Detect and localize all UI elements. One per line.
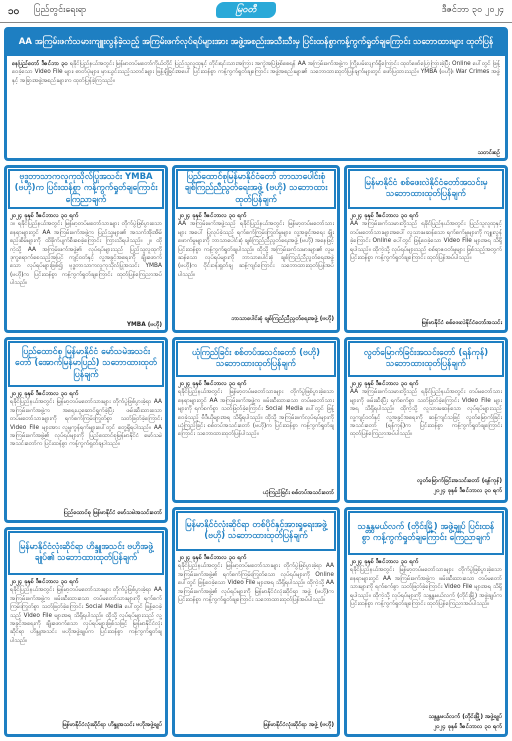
article-santanu-signature: သန္တနွမယ်လက် (တိုင်းမြို့) အဖွဲ့ချုပ် [428,714,502,720]
article-ymba-dateline: ၂၀၂၄ ခုနှစ် ဒီဇင်ဘာလ ၃၀ ရက် [10,213,79,219]
article-liberation-dateline: ၂၀၂၄ ခုနှစ် ဒီဇင်ဘာလ ၃၀ ရက် [350,381,419,387]
page-header [0,0,512,23]
article-mawsamay-signature: ပြည်ထောင်စု မြန်မာနိုင်ငံ မော်သမဲအသင်းတော် [63,510,162,516]
article-ymba-text: ၁။ ရခိုင်ပြည်နယ်အတွင်း မြန်မာ့တပ်မတော်သားများ တိုက်ပွဲဖြစ်ပွားသော နေရာများတွင် AA အကြမ်းဖက်အဖွဲ့က ပြည်သူများ၏ အသက်အိုးအိမ်စည်းစိမ်များကို ထိခိုက်ပျက်စီးစေခဲ့ကြောင်း ကြားသိရပါသည်။ ၂။ ထိုကဲ့သို့ AA အကြမ်းဖက်အဖွဲ့၏ လုပ်ရပ်များသည် ပြည်သူလူထုကို ဒုက္ခရောက်စေသည့်အပြင် ကျင့်ဝတ်နှင့် လူ့အခွင့်အရေးကို ချိုးဖောက်သော လုပ်ရပ်များဖြစ်၍ ဗုဒ္ဓဘာသာကလူကုသိုလ်ပြုအသင်း YMBA (ဗဟို)က ပြင်းထန်စွာ ကန့်ကွက်ရှုတ်ချကြောင်း ထုတ်ပြန်ကြေညာအပ်ပါသည်။ [10,221,162,287]
article-santanu-body [350,558,502,708]
article-church-body [350,212,502,316]
article-church-signature: မြန်မာနိုင်ငံ စစ်ဖေးလဲနိုင်ငံတော်အသင်း [421,320,502,326]
article-liberation-body [350,380,502,474]
article-faith-army-text: ရခိုင်ပြည်နယ်အတွင်း မြန်မာ့တပ်မတော်သားများ တိုက်ပွဲဖြစ်ပွားခဲ့သော နေရာများတွင် AA အကြမ်းဖက်အဖွဲ့က ဖမ်းဆီးထားသော တပ်မတော်သားများကို ရက်စက်စွာ သတ်ဖြတ်ခဲ့ကြောင်း Social Media ပေါ်တွင် ဖြန့်ဝေခဲ့သည့် ဗီဒီယိုများအရ သိရှိရပါသည်။ ထိုသို့ အကြမ်းဖက်လုပ်ရပ်များကို ယုံကြည်ခြင်း စစ်တပ်အသင်းတော် (ဗဟို)က ပြင်းထန်စွာ ကန့်ကွက်ရှုတ်ချကြောင်း သဘောထားထုတ်ပြန်ပါသည်။ [178,389,334,438]
article-all-myanmar-dateline: ၂၀၂၄ ခုနှစ် ဒီဇင်ဘာလ ၃၀ ရက် [178,555,247,561]
section-name: ပြည်တွင်းရေးရာ [34,5,87,15]
article-mawsamay-text: ရခိုင်ပြည်နယ်အတွင်း မြန်မာ့တပ်မတော်သားများ တိုက်ပွဲဖြစ်ပွားခဲ့ရာ AA အကြမ်းဖက်အဖွဲ့က အရေးယူဆောင်ရွက်ခဲ့ပြီး ဖမ်းဆီးထားသော တပ်မတော်သားများကို ရက်စက်ကြမ်းကြုတ်စွာ သတ်ဖြတ်ခဲ့ကြောင်း Video File များအား လူမှုကွန်ရက်များပေါ်တွင် တွေ့ရှိရပါသည်။ AA အကြမ်းဖက်အဖွဲ့၏ လုပ်ရပ်များကို ပြည်ထောင်စုမြန်မာနိုင်ငံ မော်သမဲအသင်းတော်က ပြင်းထန်စွာ ကန့်ကွက်ရှုတ်ချပါသည်။ [10,399,162,448]
article-faith-army-body [178,380,334,486]
article-liberation-signature: လွတ်မြောက်ခြင်းအသင်းတော် (ရန်ကုန်) [417,478,502,484]
article-ymba-signature: YMBA (ဗဟို) [126,322,162,328]
article-top-dateline: နေပြည်တော် ဒီဇင်ဘာ ၃၀ [12,61,68,67]
article-all-myanmar-text: ရခိုင်ပြည်နယ်အတွင်း မြန်မာ့တပ်မတော်သားများ တိုက်ပွဲဖြစ်ပွားခဲ့ရာ AA အကြမ်းဖက်အဖွဲ့၏ ရက်စက်ကြမ်းကြုတ်သော လုပ်ရပ်များကို Online ပေါ်တွင် ဖြန့်ဝေခဲ့သော Video File များအရ သိရှိရပါသည်။ ထိုကဲ့သို့ AA အကြမ်းဖက်အဖွဲ့၏ လုပ်ရပ်များကို မြန်မာနိုင်ငံလုံးဆိုင်ရာ အဖွဲ့ (ဗဟို)က ပြင်းထန်စွာ ကန့်ကွက်ရှုတ်ချကြောင်း သဘောထားထုတ်ပြန်အပ်ပါသည်။ [178,563,334,603]
article-interfaith-body [178,212,334,312]
issue-date: ဒီဇင်ဘာ ၃၀ ၂၀၂၄ [441,5,504,15]
article-hindu-dateline: ၂၀၂၄ ခုနှစ် ဒီဇင်ဘာလ ၃၀ ရက် [10,579,79,585]
article-mawsamay-body [10,390,162,506]
article-interfaith-text: AA အကြမ်းဖက်အဖွဲ့သည် ရခိုင်ပြည်နယ်အတွင်း မြန်မာ့တပ်မတော်သားများ အပေါ် ပြုလုပ်ခဲ့သည့် ရက်စက်ကြမ်းကြုတ်မှုများ၊ လူ့အခွင့်အရေး ချိုးဖောက်မှုများကို ဘာသာပေါင်းစုံ ချစ်ကြည်ညီညွတ်ရေးအဖွဲ့ (ဗဟို) အနေဖြင့် ပြင်းထန်စွာ ကန့်ကွက်ရှုတ်ချပါသည်။ ထိုသို့ အကြမ်းဖက်သမားများ၏ လူမဆန်သော လုပ်ရပ်များကို ဘာသာပေါင်းစုံ ချစ်ကြည်ညီညွတ်ရေးအဖွဲ့ (ဗဟို)က ဝိုင်းဝန်းရှုတ်ချ ဆန့်ကျင်ကြောင်း သဘောထားထုတ်ပြန်အပ်ပါသည်။ [178,221,334,278]
article-top-signature: သတင်းစဉ် [477,150,500,156]
article-santanu-dateline-bottom: ၂၀၂၄ ခုနှစ် ဒီဇင်ဘာလ ၃၀ ရက် [433,724,502,730]
article-mawsamay-dateline: ၂၀၂၄ ခုနှစ် ဒီဇင်ဘာလ ၃၀ ရက် [10,391,79,397]
article-interfaith-dateline: ၂၀၂၄ ခုနှစ် ဒီဇင်ဘာလ ၃၀ ရက် [178,213,247,219]
article-church-dateline: ၂၀၂၄ ခုနှစ် ဒီဇင်ဘာလ ၃၀ ရက် [350,213,419,219]
article-top-text: ရခိုင်ပြည်နယ်အတွင်း မြန်မာတပ်မတော်ကိုယ်တိုင် ပြည်သူလူထုနှင့် တိုင်းရင်းသားအကြား အကွဲအပြဲဖြစ်စေရန် AA အကြမ်းဖက်အဖွဲ့က ကြိုးပမ်းလျက်ရှိကြောင်း ထုတ်ဖော်ပြောကြားခဲ့ပြီး Online ပေါ်တွင် ဖြန့်ဝေခဲ့သော Video File များ၊ ဓာတ်ပုံများ၊ မှားယွင်းသည့်သတင်းများ ဖြန့်ချိခြင်းအပေါ် ပြင်းထန်စွာ ကန့်ကွက်ရှုတ်ချကြောင်း အဖွဲ့အစည်းများ၏ သဘောထားထုတ်ပြန်ချက်များတွင် ဖော်ပြထားသည်။ YMBA (ဗဟို)၊ War Crimes အဖွဲ့နှင့် အခြားအဖွဲ့အစည်းများက ထုတ်ပြန်ခဲ့ကြသည်။ [12,61,500,84]
article-all-myanmar-signature: မြန်မာနိုင်ငံလုံးဆိုင်ရာ အဖွဲ့ (ဗဟို) [263,722,334,728]
article-top-title: AA အကြမ်းဖက်သမားကျူးလွန်ခဲ့သည့် အကြမ်းဖက်လုပ်ရပ်များအား အဖွဲ့အစည်းအသီးသီးမှ ပြင်းထန်စွာကန့်ကွက်ရှုတ်ချကြောင်း သဘောထားများ ထုတ်ပြန် [7,30,505,56]
article-all-myanmar-body [178,554,334,716]
article-liberation-title: လွတ်မြောက်ခြင်းအသင်းတော် (ရန်ကုန်) သဘောထားထုတ်ပြန်ချက် [348,341,504,377]
article-hindu-text: ရခိုင်ပြည်နယ်အတွင်း မြန်မာ့တပ်မတော်သားများ တိုက်ပွဲဖြစ်ပွားခဲ့ရာ AA အကြမ်းဖက်အဖွဲ့က ဖမ်းဆီးထားသော တပ်မတော်သားများကို ရက်စက်ကြမ်းကြုတ်စွာ သတ်ဖြတ်ခဲ့ကြောင်း Social Media ပေါ်တွင် ဖြန့်ဝေခဲ့သည့် Video File များအရ သိရှိရပါသည်။ ထိုသို့ လုပ်ရပ်များသည် လူ့အခွင့်အရေးကို ချိုးဖောက်သော လုပ်ရပ်များဖြစ်သဖြင့် မြန်မာနိုင်ငံလုံးဆိုင်ရာ ဟိန္ဒူအသင်း ဗဟိုအဖွဲ့ချုပ်က ပြင်းထန်စွာ ကန့်ကွက်ရှုတ်ချပါသည်။ [10,587,162,644]
article-ymba-body [10,212,162,318]
article-hindu-body [10,578,162,716]
article-hindu-signature: မြန်မာနိုင်ငံလုံးဆိုင်ရာ ဟိန္ဒူအသင်း ဗဟိုအဖွဲ့ချုပ် [62,722,162,728]
article-church-title: မြန်မာနိုင်ငံ စစ်ဖေးလဲနိုင်ငံတော်အသင်းမှ သဘောထားထုတ်ပြန်ချက် [348,169,504,209]
masthead-logo: မြဝတီ [216,2,276,18]
article-liberation-text: AA အကြမ်းဖက်သမားတို့သည် ရခိုင်ပြည်နယ်အတွင်း တပ်မတော်သားများကို ဖမ်းဆီးပြီး ရက်စက်စွာ သတ်ဖြတ်ခဲ့ကြောင်း Video File များအရ သိရှိရပါသည်။ ထိုကဲ့သို့ လူသားမဆန်သော လုပ်ရပ်များသည် လူ့ကျင့်ဝတ်နှင့် လူ့အခွင့်အရေးကို ဆန့်ကျင်သဖြင့် လွတ်မြောက်ခြင်းအသင်းတော် (ရန်ကုန်)က ပြင်းထန်စွာ ကန့်ကွက်ရှုတ်ချကြောင်း ထုတ်ပြန်ကြေညာအပ်ပါသည်။ [350,389,502,438]
article-interfaith-signature: ဘာသာပေါင်းစုံ ချစ်ကြည်ညီညွတ်ရေးအဖွဲ့ (ဗဟို) [231,316,334,322]
article-liberation-dateline-bottom: ၂၀၂၄ ခုနှစ် ဒီဇင်ဘာလ ၃၀ ရက် [433,488,502,494]
article-faith-army-signature: ယုံကြည်ခြင်း စစ်တပ်အသင်းတော် [262,490,334,496]
article-ymba-title: ဗုဒ္ဓဘာသာကလူကုသိုလ်ပြုအသင်း YMBA (ဗဟို)က ပြင်းထန်စွာ ကန့်ကွက်ရှုတ်ချကြောင်း ကြေညာချက် [8,169,164,209]
article-interfaith-title: ပြည်ထောင်စုမြန်မာနိုင်ငံတော် ဘာသာပေါင်းစုံ ချစ်ကြည်ညီညွတ်ရေးအဖွဲ့ (ဗဟို) သဘောထားထုတ်ပြန်ချက် [176,169,336,209]
article-faith-army-title: ယုံကြည်ခြင်း စစ်တပ်အသင်းတော် (ဗဟို) သဘောထားထုတ်ပြန်ချက် [176,341,336,377]
article-church-text: AA အကြမ်းဖက်သမားတို့သည် ရခိုင်ပြည်နယ်အတွင်း ပြည်သူလူထုနှင့် တပ်မတော်သားများအပေါ် လူသားမဆန်သော ရက်စက်မှုများကို ကျူးလွန်ခဲ့ကြောင်း Online ပေါ်တွင် ဖြန့်ဝေခဲ့သော Video File များအရ သိရှိရပါသည်။ ထိုကဲ့သို့ လုပ်ရပ်များသည် စစ်ရာဇဝတ်မှုများ ဖြစ်သည့်အတွက် ပြင်းထန်စွာ ကန့်ကွက်ရှုတ်ချကြောင်း ထုတ်ပြန်အပ်ပါသည်။ [350,221,502,261]
article-top-body [12,60,500,148]
article-mawsamay-title: ပြည်ထောင်စု မြန်မာနိုင်ငံ မော်သမဲအသင်းတော် (အောက်မြန်မာပြည်) သဘောထားထုတ်ပြန်ချက် [8,341,164,387]
article-santanu-dateline: ၂၀၂၄ ခုနှစ် ဒီဇင်ဘာလ ၃၀ ရက် [350,559,419,565]
article-hindu-title: မြန်မာနိုင်ငံလုံးဆိုင်ရာ ဟိန္ဒူအသင်း ဗဟိုအဖွဲ့ချုပ်၏ သဘောထားထုတ်ပြန်ချက် [8,531,164,575]
article-santanu-text: ရခိုင်ပြည်နယ်အတွင်း မြန်မာ့တပ်မတော်သားများ တိုက်ပွဲဖြစ်ပွားခဲ့သော နေရာများတွင် AA အကြမ်းဖက်အဖွဲ့က ဖမ်းဆီးထားသော တပ်မတော်သားများကို ရက်စက်စွာ သတ်ဖြတ်ခဲ့ကြောင်း Video File များအရ သိရှိရပါသည်။ ထိုကဲ့သို့ လုပ်ရပ်များကို သန္တနွမယ်လက် (တိုင်းမြို့) အဖွဲ့ချုပ်က ပြင်းထန်စွာ ကန့်ကွက်ရှုတ်ချကြောင်း ထုတ်ပြန်ကြေညာအပ်ပါသည်။ [350,567,502,607]
page-number: ၁၀ [8,6,20,17]
article-santanu-title: သန္တနွမယ်လက် (တိုင်းမြို့) အဖွဲ့ချုပ် ပြင်းထန်စွာ ကန့်ကွက်ရှုတ်ချကြောင်း ကြေညာချက် [348,511,504,555]
article-all-myanmar-title: မြန်မာနိုင်ငံလုံးဆိုင်ရာ တစ်ပိုင်နှင့်အားရှုရေးအဖွဲ့ (ဗဟို) သဘောထားထုတ်ပြန်ချက် [176,511,336,551]
article-faith-army-dateline: ၂၀၂၄ ခုနှစ် ဒီဇင်ဘာလ ၃၀ ရက် [178,381,247,387]
